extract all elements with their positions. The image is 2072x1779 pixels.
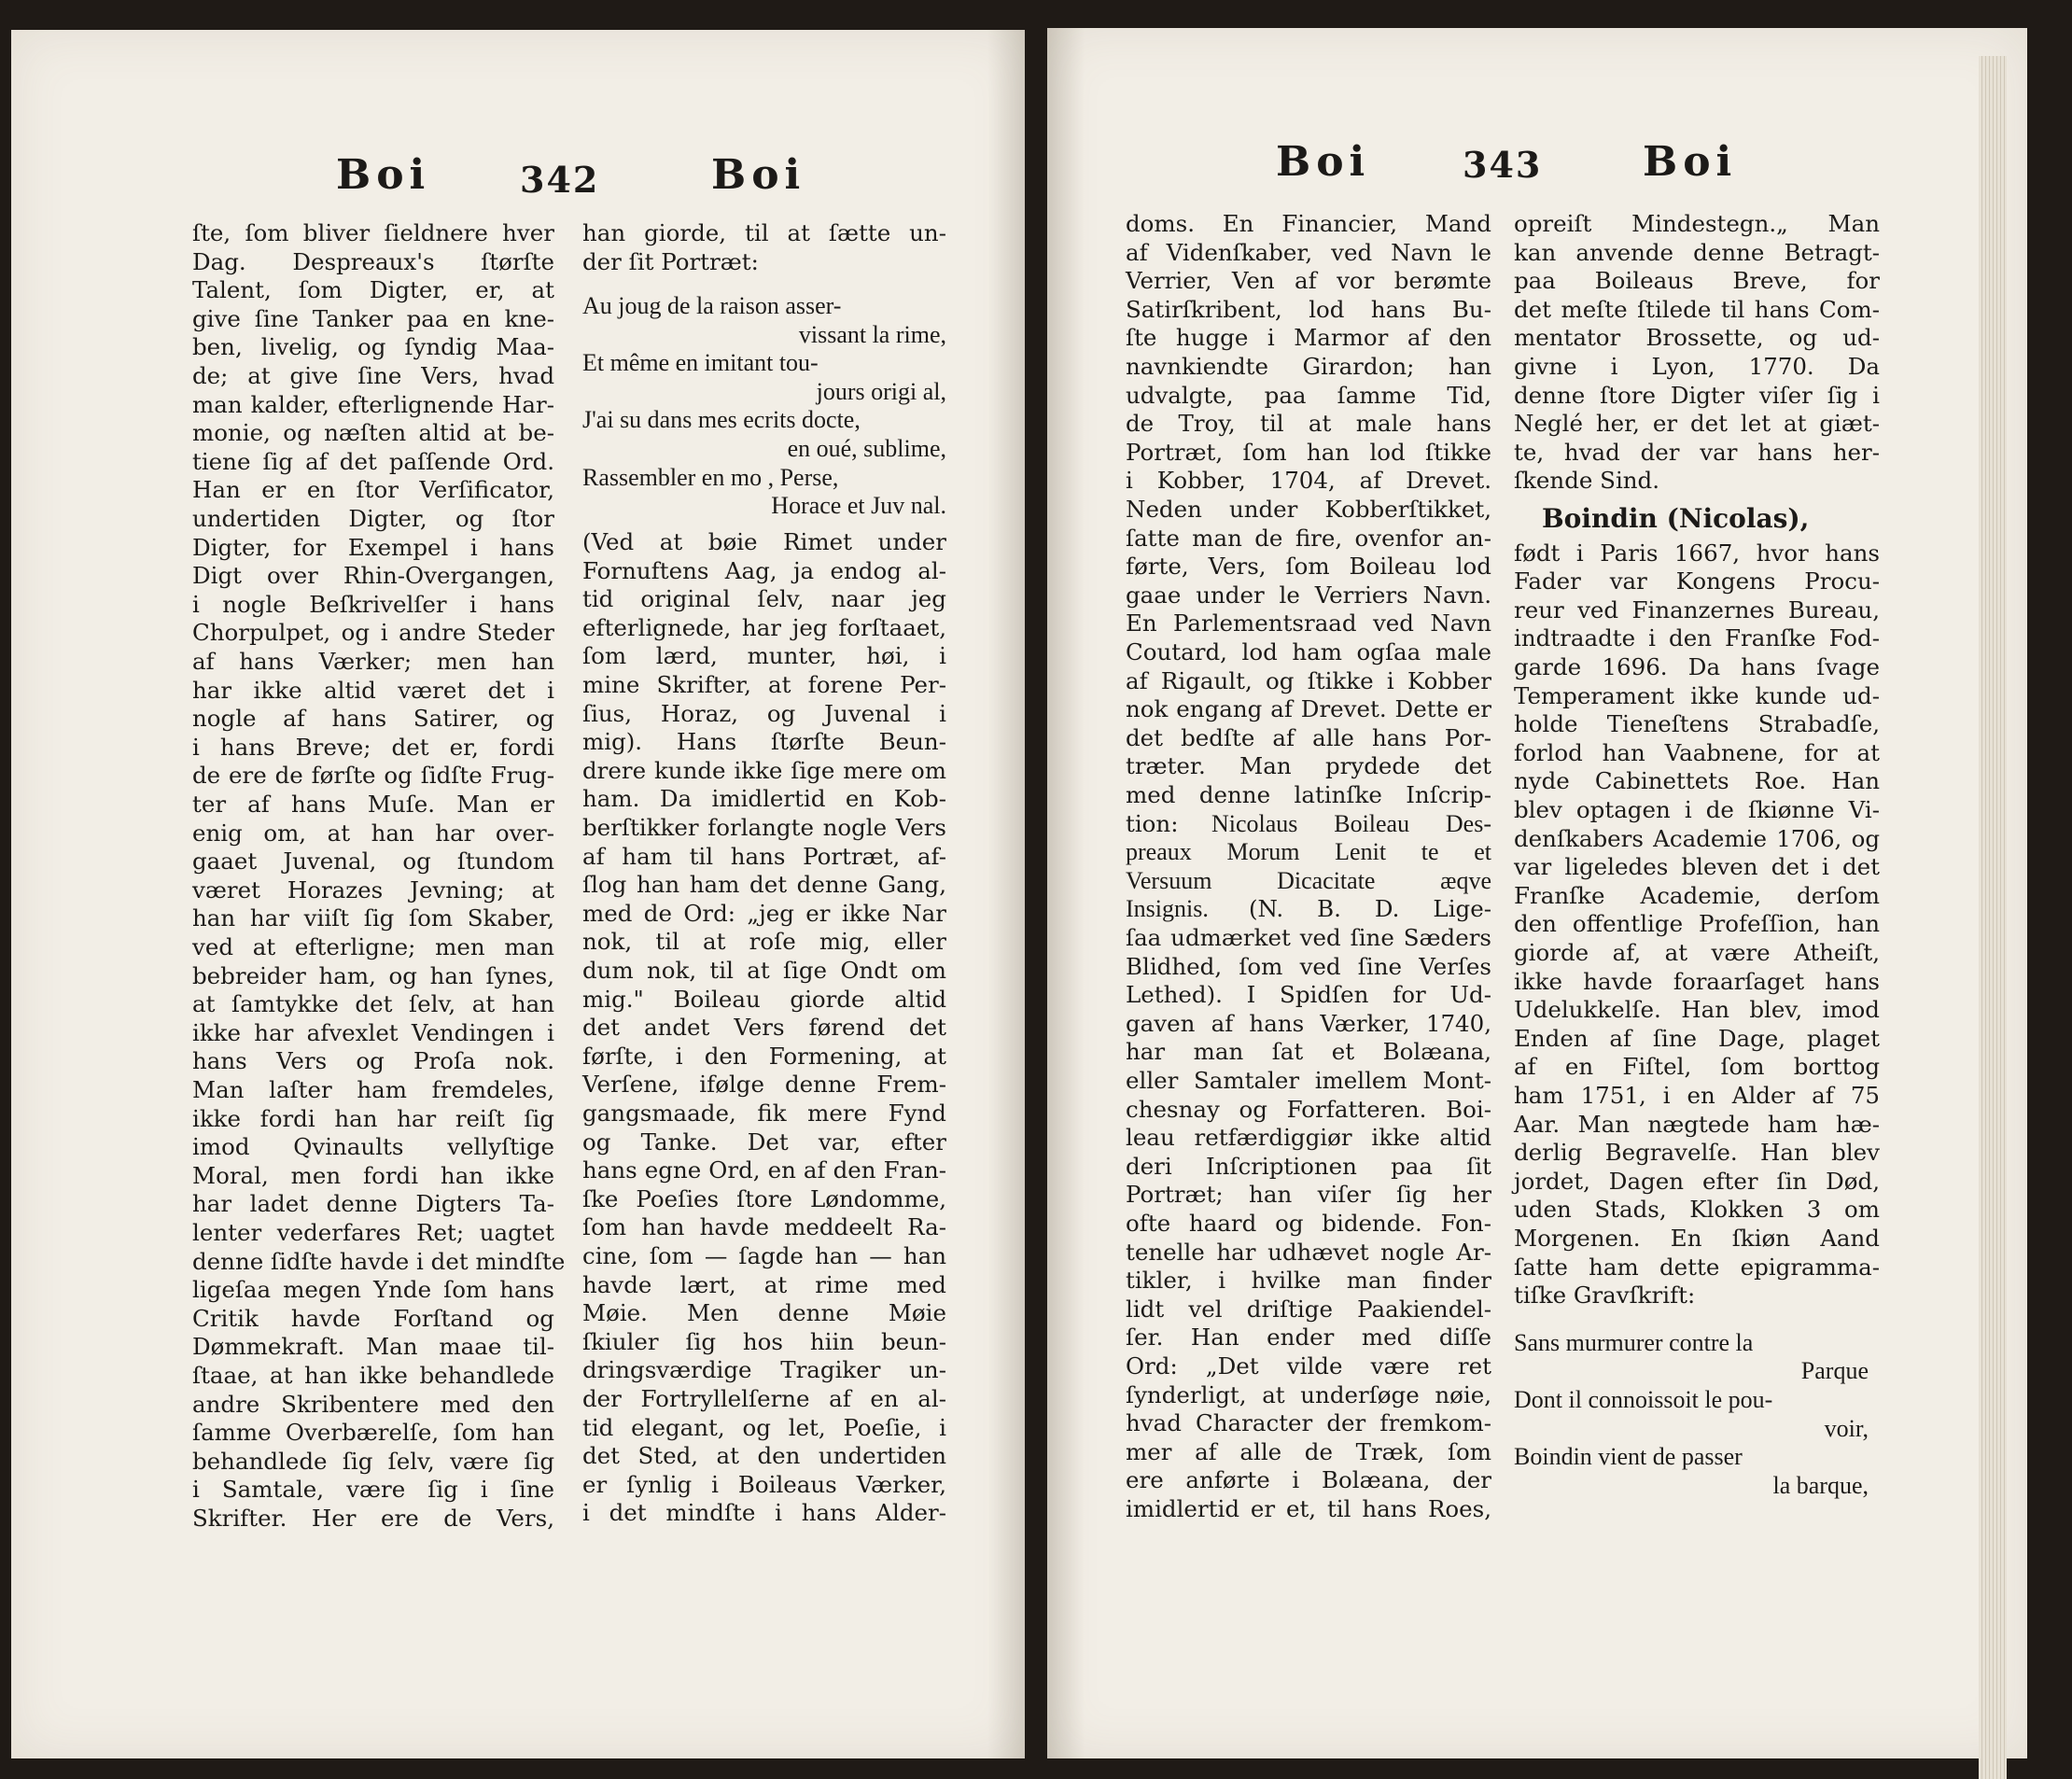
text-line: lidt vel driſtige Paakiendel- bbox=[1126, 1295, 1491, 1323]
text-line: Han er en ſtor Verſificator, bbox=[192, 476, 554, 504]
text-line: i det mindſte i hans Alder- bbox=[582, 1499, 946, 1527]
verse-line: en oué, sublime, bbox=[787, 435, 946, 462]
page-number: 342 bbox=[520, 159, 600, 201]
text-line: i Kobber, 1704, af Drevet. bbox=[1126, 467, 1491, 495]
text-line: behandlede ſig ſelv, være ſig bbox=[192, 1447, 554, 1475]
text-line: at ſamtykke det ſelv, at han bbox=[192, 990, 554, 1018]
text-line: ſke Poeſies ſtore Løndomme, bbox=[582, 1184, 946, 1212]
text-line: Morgenen. En ſkiøn Aand bbox=[1514, 1225, 1880, 1252]
text-line: har ladet denne Digters Ta- bbox=[192, 1190, 554, 1218]
text-line: ofte haard og bidende. Fon- bbox=[1126, 1210, 1491, 1237]
text-line: nogle af hans Satirer, og bbox=[192, 705, 554, 733]
text-line: Aar. Man nægtede ham hæ- bbox=[1514, 1110, 1880, 1138]
text-line: Critik havde Forſtand og bbox=[192, 1304, 554, 1332]
text-line: i Samtale, være ſig i ſine bbox=[192, 1476, 554, 1504]
text-line: holde Tieneſtens Strabadſe, bbox=[1514, 710, 1880, 738]
text-line: ſatte ham dette epigramma- bbox=[1514, 1253, 1880, 1281]
text-line: mentator Brossette, og ud- bbox=[1514, 324, 1880, 352]
text-line: forlod han Vaabnene, for at bbox=[1514, 738, 1880, 766]
text-line: Coutard, lod ham ogſaa male bbox=[1126, 638, 1491, 665]
verse-line: J'ai su dans mes ecrits docte, bbox=[582, 406, 861, 434]
text-line: den offentlige Profeſſion, han bbox=[1514, 910, 1880, 938]
text-line: de Troy, til at male hans bbox=[1126, 410, 1491, 438]
text-line: tid original ſelv, naar jeg bbox=[582, 585, 946, 613]
text-line: indtraadte i den Franſke Fod- bbox=[1514, 624, 1880, 652]
text-line: Verrier, Ven af vor berømte bbox=[1126, 267, 1491, 295]
text-line: cine, ſom — ſagde han — han bbox=[582, 1242, 946, 1269]
latin-inscription-line: preaux Morum Lenit te et bbox=[1126, 838, 1491, 866]
text-line: Satirſkribent, lod hans Bu- bbox=[1126, 295, 1491, 323]
text-line: af Rigault, og ſtikke i Kobber bbox=[1126, 666, 1491, 694]
text-line: kan anvende denne Betragt- bbox=[1514, 238, 1880, 266]
text-line: hans egne Ord, en af den Fran- bbox=[582, 1156, 946, 1184]
verse-line: Et même en imitant tou- bbox=[582, 349, 819, 377]
page-edges bbox=[1979, 56, 2007, 1779]
text-line: Moral, men fordi han ikke bbox=[192, 1161, 554, 1189]
text-line: ved at efterligne; men man bbox=[192, 933, 554, 960]
text-line: imod Qvinaults vellyſtige bbox=[192, 1133, 554, 1161]
text-line: tion: bbox=[1126, 809, 1179, 837]
text-line: Temperament ikke kunde ud- bbox=[1514, 681, 1880, 709]
gutter-shadow bbox=[987, 30, 1025, 1758]
text-line: imidlertid er et, til hans Roes, bbox=[1126, 1495, 1491, 1522]
text-line: mine Skrifter, at forene Per- bbox=[582, 671, 946, 698]
gutter-shadow bbox=[1047, 28, 1085, 1758]
text-line: hans Vers og Proſa nok. bbox=[192, 1047, 554, 1075]
text-line: det andet Vers førend det bbox=[582, 1014, 946, 1042]
text-line: i hans Breve; det er, fordi bbox=[192, 733, 554, 761]
text-line: det Sted, at den undertiden bbox=[582, 1442, 946, 1470]
verse-line: Rassembler en mo , Perse, bbox=[582, 463, 839, 491]
text-line: har man ſat et Bolæana, bbox=[1126, 1038, 1491, 1066]
text-line: nok, til at roſe mig, eller bbox=[582, 928, 946, 956]
text-line: Møie. Men denne Møie bbox=[582, 1299, 946, 1327]
text-line: Fader var Kongens Procu- bbox=[1514, 567, 1880, 595]
text-line: jordet, Dagen efter ſin Død, bbox=[1514, 1167, 1880, 1195]
text-line: Portræt, ſom han lod ſtikke bbox=[1126, 438, 1491, 466]
text-line: tiſke Gravſkrift: bbox=[1514, 1282, 1696, 1310]
text-line: af hans Værker; men han bbox=[192, 648, 554, 675]
text-line: Franſke Academie, derſom bbox=[1514, 881, 1880, 909]
text-line: giorde af, at være Atheiſt, bbox=[1514, 939, 1880, 966]
text-line: blev optagen i de ſkiønne Vi- bbox=[1514, 796, 1880, 823]
running-head-right: Boi bbox=[1643, 138, 1738, 186]
text-line: Verſene, ifølge denne Frem- bbox=[582, 1071, 946, 1099]
text-line: Fornuftens Aag, ja endog al- bbox=[582, 556, 946, 584]
text-line: paa Boileaus Breve, for bbox=[1514, 267, 1880, 295]
text-line: ham 1751, i en Alder af 75 bbox=[1514, 1082, 1880, 1109]
text-line: de; at give ſine Vers, hvad bbox=[192, 362, 554, 389]
text-line: ben, livelig, og ſyndig Maa- bbox=[192, 333, 554, 361]
text-line: Neglé her, er det let at giæt- bbox=[1514, 410, 1880, 438]
text-line: ligeſaa megen Ynde ſom hans bbox=[192, 1276, 554, 1304]
text-line: ſius, Horaz, og Juvenal i bbox=[582, 699, 946, 727]
text-line: Talent, ſom Digter, er, at bbox=[192, 276, 554, 304]
text-line: gaae under le Verriers Navn. bbox=[1126, 581, 1491, 609]
text-line: opreiſt Mindestegn.„ Man bbox=[1514, 210, 1880, 237]
text-line: mig). Hans ſtørſte Beun- bbox=[582, 728, 946, 756]
verse-line: Horace et Juv nal. bbox=[771, 492, 946, 520]
text-line: Skrifter. Her ere de Vers, bbox=[192, 1505, 554, 1532]
text-line: Enden af ſine Dage, plaget bbox=[1514, 1024, 1880, 1052]
epitaph-line: Parque bbox=[1800, 1357, 1869, 1385]
text-line: Digt over Rhin-Overgangen, bbox=[192, 562, 554, 590]
epitaph-line: Sans murmurer contre la bbox=[1514, 1328, 1754, 1356]
running-head-right: Boi bbox=[711, 151, 806, 199]
text-line: det meſte ſtilede til hans Com- bbox=[1514, 295, 1880, 323]
text-line: med denne latinſke Inſcrip- bbox=[1126, 781, 1491, 808]
right-page bbox=[1047, 28, 2027, 1758]
text-line: tid elegant, og let, Poeſie, i bbox=[582, 1413, 946, 1441]
text-line: Lethed). I Spidſen for Ud- bbox=[1126, 981, 1491, 1009]
text-line: Neden under Kobberſtikket, bbox=[1126, 496, 1491, 523]
text-line: dum nok, til at ſige Ondt om bbox=[582, 957, 946, 984]
text-line: ſom han havde meddeelt Ra- bbox=[582, 1213, 946, 1241]
text-line: er ſynlig i Boileaus Værker, bbox=[582, 1470, 946, 1498]
text-line: ſtaae, at han ikke behandlede bbox=[192, 1362, 554, 1389]
text-line: ſamme Overbærelſe, ſom han bbox=[192, 1419, 554, 1447]
text-line: udvalgte, paa ſamme Tid, bbox=[1126, 381, 1491, 409]
text-line: førſte, i den Formening, at bbox=[582, 1042, 946, 1070]
text-line: han giorde, til at ſætte un- bbox=[582, 219, 946, 246]
text-line: ſer. Han ender med diſſe bbox=[1126, 1324, 1491, 1352]
text-line: deri Inſcriptionen paa ſit bbox=[1126, 1152, 1491, 1180]
text-line: navnkiendte Girardon; han bbox=[1126, 353, 1491, 380]
text-line: han har viiſt ſig ſom Skaber, bbox=[192, 904, 554, 932]
text-line: ſte, ſom bliver ſieldnere hver bbox=[192, 219, 554, 246]
latin-inscription-line: Insignis. bbox=[1126, 895, 1209, 923]
epitaph-line: voir, bbox=[1824, 1414, 1869, 1442]
text-line: reur ved Finanzernes Bureau, bbox=[1514, 595, 1880, 623]
text-line: ſom lærd, munter, høi, i bbox=[582, 642, 946, 670]
text-line: ſaa udmærket ved ſine Sæders bbox=[1126, 924, 1491, 951]
text-line: uden Stads, Klokken 3 om bbox=[1514, 1196, 1880, 1224]
text-line: der Fortryllelſerne af en al- bbox=[582, 1385, 946, 1412]
text-line: ſkende Sind. bbox=[1514, 467, 1660, 495]
text-line: har ikke altid været det i bbox=[192, 676, 554, 704]
text-line: tenelle har udhævet nogle Ar- bbox=[1126, 1238, 1491, 1266]
text-line: af Videnſkaber, ved Navn le bbox=[1126, 238, 1491, 266]
text-line: de ere de førſte og ſidſte Frug- bbox=[192, 762, 554, 790]
text-line: gaaet Juvenal, og ſtundom bbox=[192, 847, 554, 875]
text-line: give ſine Tanker paa en kne- bbox=[192, 304, 554, 332]
epitaph-line: la barque, bbox=[1772, 1471, 1869, 1499]
text-line: tikler, i hvilke man finder bbox=[1126, 1267, 1491, 1295]
text-line: drere kunde ikke ſige mere om bbox=[582, 756, 946, 784]
text-line: nok engang af Drevet. Dette er bbox=[1126, 695, 1491, 723]
text-line: ham. Da imidlertid en Kob- bbox=[582, 785, 946, 813]
text-line: havde lært, at rime med bbox=[582, 1270, 946, 1298]
text-line: te, hvad der var hans her- bbox=[1514, 438, 1880, 466]
running-head-left: Boi bbox=[1276, 138, 1371, 186]
epitaph-line: Boindin vient de passer bbox=[1514, 1443, 1743, 1471]
text-line: født i Paris 1667, hvor hans bbox=[1514, 539, 1880, 567]
text-line: (N. B. D. Lige- bbox=[1249, 895, 1491, 923]
epitaph-line: Dont il connoissoit le pou- bbox=[1514, 1386, 1773, 1413]
text-line: leau retfærdiggiør ikke altid bbox=[1126, 1124, 1491, 1152]
text-line: af en Fiſtel, ſom borttog bbox=[1514, 1053, 1880, 1081]
text-line: Dag. Despreaux's ſtørſte bbox=[192, 247, 554, 275]
text-line: monie, og næſten altid at be- bbox=[192, 419, 554, 447]
text-line: Digter, for Exempel i hans bbox=[192, 533, 554, 561]
text-line: berſtikker forlangte nogle Vers bbox=[582, 814, 946, 841]
text-line: chesnay og Forfatteren. Boi- bbox=[1126, 1095, 1491, 1123]
text-line: ikke havde foraarſaget hans bbox=[1514, 967, 1880, 995]
text-line: det bedſte af alle hans Por- bbox=[1126, 723, 1491, 751]
text-line: undertiden Digter, og ſtor bbox=[192, 505, 554, 532]
text-line: denſkabers Academie 1706, og bbox=[1514, 824, 1880, 852]
text-line: var ligeledes bleven det i det bbox=[1514, 853, 1880, 881]
page-number: 343 bbox=[1463, 144, 1543, 186]
text-line: gaven af hans Værker, 1740, bbox=[1126, 1009, 1491, 1037]
text-line: Dømmekraft. Man maae til- bbox=[192, 1333, 554, 1361]
text-line: ter af hans Muſe. Man er bbox=[192, 791, 554, 818]
running-head-left: Boi bbox=[336, 151, 431, 199]
text-line: dringsværdige Tragiker un- bbox=[582, 1356, 946, 1384]
verse-line: jours origi al, bbox=[816, 377, 946, 405]
text-line: nyde Cabinettets Roe. Han bbox=[1514, 767, 1880, 795]
text-line: været Horazes Jevning; at bbox=[192, 875, 554, 904]
text-line: ikke fordi han har reiſt ſig bbox=[192, 1104, 554, 1132]
text-line: gangsmaade, fik mere Fynd bbox=[582, 1100, 946, 1127]
latin-inscription-line: Nicolaus Boileau Des- bbox=[1211, 809, 1491, 837]
text-line: tiene ſig af det paſſende Ord. bbox=[192, 447, 554, 475]
text-line: andre Skribentere med den bbox=[192, 1390, 554, 1418]
text-line: givne i Lyon, 1770. Da bbox=[1514, 353, 1880, 380]
text-line: denne ſidſte havde i det mindſte bbox=[192, 1247, 566, 1275]
entry-heading: Boindin (Nicolas), bbox=[1542, 503, 1810, 534]
text-line: eller Samtaler imellem Mont- bbox=[1126, 1067, 1491, 1094]
left-page bbox=[11, 30, 1025, 1758]
text-line: ſlog han ham det denne Gang, bbox=[582, 871, 946, 899]
text-line: mig." Boileau giorde altid bbox=[582, 985, 946, 1013]
text-line: (Ved at bøie Rimet under bbox=[582, 528, 946, 555]
text-line: ſkiuler ſig hos hiin beun- bbox=[582, 1327, 946, 1355]
text-line: Udelukkelſe. Han blev, imod bbox=[1514, 996, 1880, 1024]
text-line: ſte hugge i Marmor af den bbox=[1126, 324, 1491, 352]
text-line: hvad Character der fremkom- bbox=[1126, 1409, 1491, 1437]
text-line: lenter vederfares Ret; uagtet bbox=[192, 1219, 554, 1246]
text-line: ſatte man de fire, ovenfor an- bbox=[1126, 524, 1491, 552]
text-line: i nogle Beſkrivelſer i hans bbox=[192, 590, 554, 618]
text-line: En Parlementsraad ved Navn bbox=[1126, 609, 1491, 637]
text-line: Portræt; han viſer ſig her bbox=[1126, 1181, 1491, 1209]
text-line: Ord: „Det vilde være ret bbox=[1126, 1352, 1491, 1380]
verse-line: Au joug de la raison asser- bbox=[582, 292, 842, 319]
text-line: Blidhed, ſom ved ſine Verſes bbox=[1126, 952, 1491, 980]
text-line: mer af alle de Træk, ſom bbox=[1126, 1437, 1491, 1465]
latin-inscription-line: Versuum Dicacitate æqve bbox=[1126, 866, 1491, 894]
text-line: garde 1696. Da hans ſvage bbox=[1514, 653, 1880, 680]
text-line: af ham til hans Portræt, af- bbox=[582, 842, 946, 870]
text-line: Chorpulpet, og i andre Steder bbox=[192, 619, 554, 647]
text-line: denne ſtore Digter viſer ſig i bbox=[1514, 381, 1880, 409]
text-line: enig om, at han har over- bbox=[192, 819, 554, 847]
text-line: og Tanke. Det var, efter bbox=[582, 1128, 946, 1156]
text-line: doms. En Financier, Mand bbox=[1126, 210, 1491, 237]
text-line: førte, Vers, ſom Boileau lod bbox=[1126, 553, 1491, 581]
text-line: med de Ord: „jeg er ikke Nar bbox=[582, 899, 946, 927]
text-line: bebreider ham, og han ſynes, bbox=[192, 961, 554, 989]
text-line: man kalder, efterlignende Har- bbox=[192, 390, 554, 418]
text-line: ere anførte i Bolæana, der bbox=[1126, 1466, 1491, 1494]
verse-line: vissant la rime, bbox=[798, 320, 946, 348]
text-line: ikke har afvexlet Vendingen i bbox=[192, 1018, 554, 1046]
text-line: derlig Begravelſe. Han blev bbox=[1514, 1139, 1880, 1167]
text-line: efterlignede, har jeg forſtaaet, bbox=[582, 613, 946, 641]
text-line: træter. Man prydede det bbox=[1126, 752, 1491, 780]
text-line: ſynderligt, at underſøge nøie, bbox=[1126, 1380, 1491, 1408]
text-line: der ſit Portræt: bbox=[582, 247, 759, 275]
text-line: Man laſter ham fremdeles, bbox=[192, 1076, 554, 1103]
